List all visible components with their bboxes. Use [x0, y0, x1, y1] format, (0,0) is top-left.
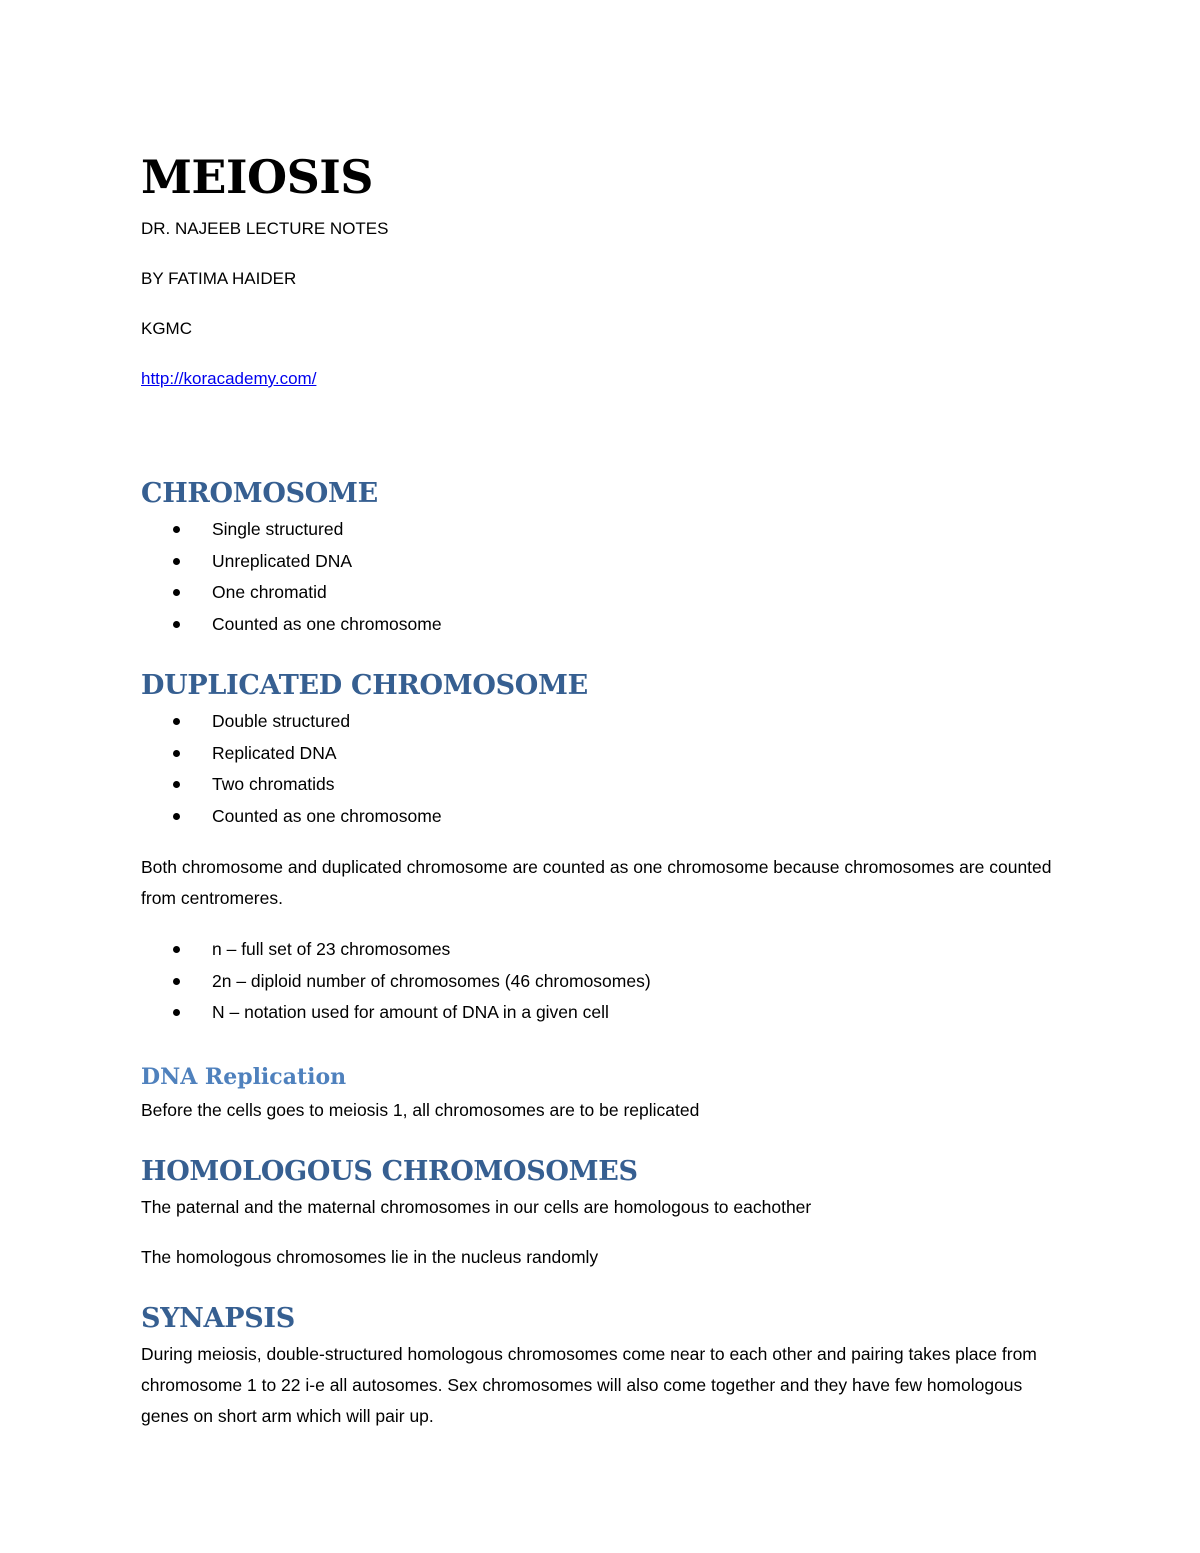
list-item: Double structured — [141, 706, 1071, 738]
heading-dna-replication: DNA Replication — [141, 1063, 347, 1090]
bullet-icon — [173, 526, 180, 533]
list-item: Two chromatids — [141, 769, 1071, 801]
chromosome-list — [141, 514, 1071, 640]
list-item: N – notation used for amount of DNA in a given cell — [141, 997, 1071, 1029]
website-link[interactable]: http://koracademy.com/ — [141, 369, 317, 388]
heading-duplicated-chromosome: DUPLICATED CHROMOSOME — [141, 670, 588, 701]
document-author: BY FATIMA HAIDER — [141, 269, 297, 288]
notation-list — [141, 934, 1071, 1029]
document-subtitle: DR. NAJEEB LECTURE NOTES — [141, 219, 389, 238]
homologous-paragraph-2: The homologous chromosomes lie in the nucleus randomly — [141, 1246, 599, 1267]
bullet-icon — [173, 750, 180, 757]
heading-homologous-chromosomes: HOMOLOGOUS CHROMOSOMES — [141, 1155, 638, 1187]
list-item: Counted as one chromosome — [141, 801, 1071, 833]
document-title: MEIOSIS — [141, 150, 374, 204]
synapsis-paragraph: During meiosis, double-structured homologous chromosomes come near to each other and pairing takes place from chromosome 1 to 22 i-e all autosomes. Sex chromosomes will also come together and they have few homologous genes on short arm which will pair up. — [141, 1343, 1037, 1426]
list-item: n – full set of 23 chromosomes — [141, 934, 1071, 966]
bullet-icon — [173, 813, 180, 820]
duplicated-chromosome-list — [141, 706, 1071, 832]
list-item: Counted as one chromosome — [141, 609, 1071, 641]
heading-chromosome: CHROMOSOME — [141, 478, 378, 509]
list-item: Unreplicated DNA — [141, 546, 1071, 578]
homologous-paragraph-1: The paternal and the maternal chromosomes in our cells are homologous to eachother — [141, 1196, 812, 1217]
bullet-icon — [173, 589, 180, 596]
list-item: Replicated DNA — [141, 738, 1071, 770]
bullet-icon — [173, 978, 180, 985]
document-link-line — [141, 354, 1071, 404]
duplicated-paragraph: Both chromosome and duplicated chromosome are counted as one chromosome because chromosomes are counted from centromeres. — [141, 857, 1052, 908]
bullet-icon — [173, 1009, 180, 1016]
list-item: One chromatid — [141, 577, 1071, 609]
bullet-icon — [173, 781, 180, 788]
bullet-icon — [173, 621, 180, 628]
document-institution: KGMC — [141, 319, 192, 338]
list-item: 2n – diploid number of chromosomes (46 chromosomes) — [141, 966, 1071, 998]
bullet-icon — [173, 718, 180, 725]
dna-replication-paragraph: Before the cells goes to meiosis 1, all chromosomes are to be replicated — [141, 1099, 700, 1120]
document-page — [141, 140, 1071, 1432]
list-item: Single structured — [141, 514, 1071, 546]
bullet-icon — [173, 946, 180, 953]
bullet-icon — [173, 558, 180, 565]
heading-synapsis: SYNAPSIS — [141, 1302, 295, 1334]
